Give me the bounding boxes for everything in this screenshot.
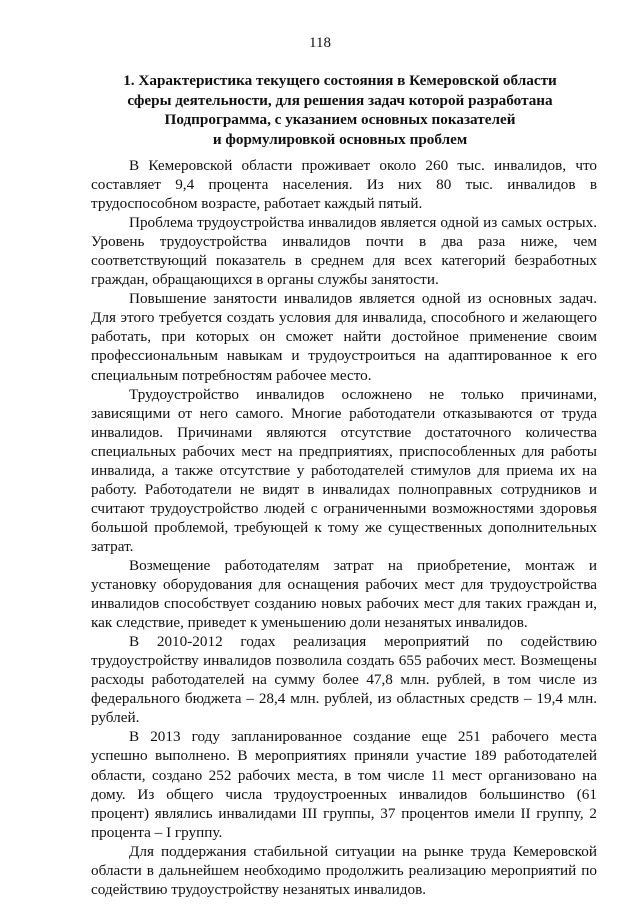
paragraph: Для поддержания стабильной ситуации на рынке труда Кемеровской области в дальнейшем необходимо продолжить реализацию мероприятий по содействию трудоустройству незанятых инвалидов.	[91, 842, 597, 898]
page-number: 118	[309, 35, 331, 51]
heading-line: Подпрограмма, с указанием основных показателей	[164, 111, 516, 129]
paragraph: Возмещение работодателям затрат на приобретение, монтаж и установку оборудования для оснащения рабочих мест для трудоустройства инвалидов способствует созданию новых рабочих мест для таких граждан и, как следствие, приведет к уменьшению доли незанятых инвалидов.	[91, 556, 597, 632]
heading-line: сферы деятельности, для решения задач которой разработана	[127, 91, 553, 109]
heading-line: 1. Характеристика текущего состояния в Кемеровской области	[123, 72, 557, 89]
body-text	[91, 156, 597, 899]
paragraph: Повышение занятости инвалидов является одной из основных задач. Для этого требуется создать условия для инвалида, способного и желающего работать, при которых он сможет найти достойное применение своим профессиональным навыкам и трудоустроиться на адаптированное к его специальным потребностям рабочее место.	[91, 290, 597, 384]
paragraph: Трудоустройство инвалидов осложнено не только причинами, зависящими от него самого. Многие работодатели отказываются от труда инвалидов. Причинами являются отсутствие достаточного количества специальных рабочих мест на предприятиях, приспособленных для работы инвалида, а также отсутствие у работодателей стимулов для приема их на работу. Работодатели не видят в инвалидах полноправных сотрудников и считают трудоустройство людей с ограниченными возможностями здоровья большой проблемой, требующей к тому же существенных дополнительных затрат.	[91, 385, 597, 555]
heading-line: и формулировкой основных проблем	[212, 130, 468, 148]
paragraph: В 2013 году запланированное создание еще 251 рабочего места успешно выполнено. В мероприятиях приняли участие 189 работодателей области, создано 252 рабочих места, в том числе 11 мест организовано на дому. Из общего числа трудоустроенных инвалидов большинство (61 процент) являлись инвалидами III группы, 37 процентов имели II группу, 2 процента – I группу.	[91, 728, 597, 841]
paragraph: Проблема трудоустройства инвалидов является одной из самых острых. Уровень трудоустройства инвалидов почти в два раза ниже, чем соответствующий показатель в среднем для всех категорий безработных граждан, обращающихся в органы службы занятости.	[91, 214, 597, 289]
paragraph: В 2010-2012 годах реализация мероприятий по содействию трудоустройству инвалидов позволила создать 655 рабочих мест. Возмещены расходы работодателей на сумму более 47,8 млн. рублей, в том числе из федерального бюджета – 28,4 млн. рублей, из областных средств – 19,4 млн. рублей.	[91, 633, 597, 727]
paragraph: В Кемеровской области проживает около 260 тыс. инвалидов, что составляет 9,4 процента населения. Из них 80 тыс. инвалидов в трудоспособном возрасте, работает каждый пятый.	[91, 157, 597, 213]
section-heading	[80, 71, 600, 149]
